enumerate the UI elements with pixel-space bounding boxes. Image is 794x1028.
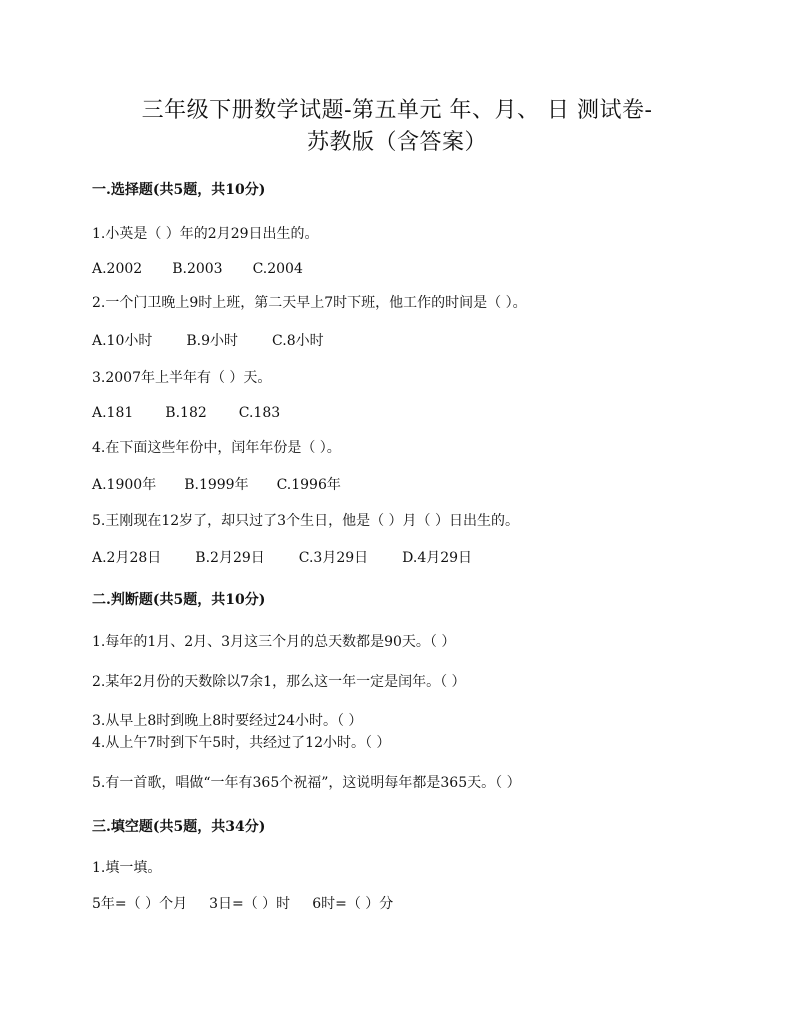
- section-heading-fill: 三.填空题(共5题，共34分): [92, 819, 266, 835]
- question-text: 1.每年的1月、2月、3月这三个月的总天数都是90天。（ ）: [92, 634, 456, 650]
- question-text: 5.王刚现在12岁了，却只过了3个生日，他是（ ）月（ ）日出生的。: [92, 513, 519, 529]
- question-text: 3.2007年上半年有（ ）天。: [92, 370, 272, 386]
- section-heading-judgement: 二.判断题(共5题，共10分): [92, 592, 266, 608]
- option-a: A.2月28日: [92, 550, 162, 566]
- question-text: 1.填一填。: [92, 860, 162, 876]
- option-b: B.9小时: [186, 333, 239, 349]
- fill-item-years: 5年=（ ）个月: [92, 896, 188, 912]
- fill-item-days: 3日=（ ）时: [209, 896, 291, 912]
- question-text: 2.某年2月份的天数除以7余1，那么这一年一定是闰年。（ ）: [92, 674, 466, 690]
- fill-in-row: [92, 895, 393, 913]
- option-d: D.4月29日: [402, 550, 473, 566]
- question-text: 5.有一首歌，唱做“一年有365个祝福”，这说明每年都是365天。（ ）: [92, 775, 521, 791]
- option-a: A.181: [92, 405, 134, 421]
- fill-item-hours: 6时=（ ）分: [312, 896, 394, 912]
- option-b: B.182: [165, 405, 207, 421]
- question-text: 1.小英是（ ）年的2月29日出生的。: [92, 226, 319, 242]
- question-options: [92, 549, 472, 567]
- question-text: 4.从上午7时到下午5时，共经过了12小时。（ ）: [92, 735, 391, 751]
- option-c: C.2004: [252, 261, 303, 277]
- option-a: A.10小时: [92, 333, 153, 349]
- option-b: B.1999年: [184, 477, 249, 493]
- page-title-line-1: 三年级下册数学试题-第五单元 年、月、 日 测试卷-: [141, 98, 653, 123]
- option-c: C.183: [238, 405, 281, 421]
- page-title-line-2: 苏教版（含答案）: [306, 130, 487, 155]
- question-options: [92, 332, 324, 350]
- question-text: 4.在下面这些年份中，闰年年份是（ ）。: [92, 440, 341, 456]
- option-c: C.3月29日: [298, 550, 369, 566]
- question-options: [92, 260, 303, 278]
- option-a: A.2002: [92, 261, 143, 277]
- question-text: 2.一个门卫晚上9时上班，第二天早上7时下班，他工作的时间是（ ）。: [92, 295, 527, 311]
- option-b: B.2月29日: [195, 550, 265, 566]
- question-options: [92, 404, 280, 422]
- option-b: B.2003: [172, 261, 223, 277]
- section-heading-choice: 一.选择题(共5题，共10分): [92, 182, 266, 198]
- option-c: C.1996年: [276, 477, 341, 493]
- option-a: A.1900年: [92, 477, 157, 493]
- option-c: C.8小时: [272, 333, 324, 349]
- question-options: [92, 476, 341, 494]
- question-text: 3.从早上8时到晚上8时要经过24小时。（ ）: [92, 713, 363, 729]
